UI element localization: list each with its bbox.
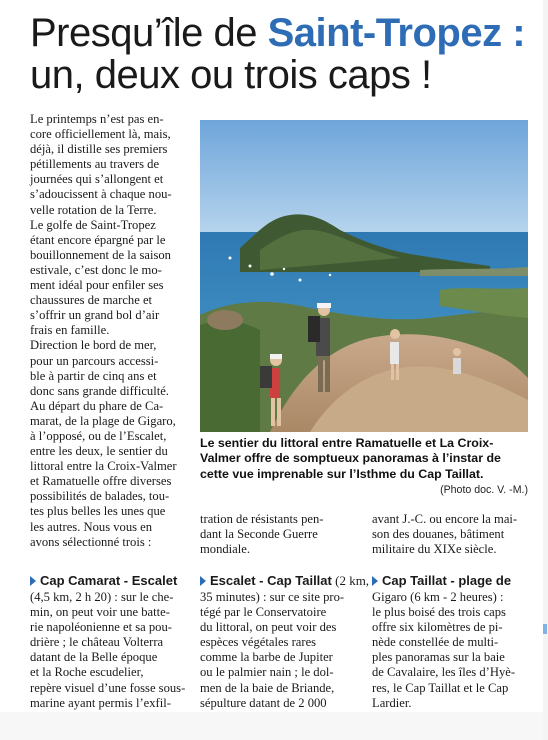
text-line: son des douanes, bâtiment: [372, 527, 505, 542]
text-line: min, on peut voir une batte-: [30, 605, 170, 620]
section-title: Escalet - Cap Taillat: [210, 573, 332, 588]
text-line: velle rotation de la Terre.: [30, 202, 157, 217]
text-line: rie napoléonienne et sa pou-: [30, 620, 172, 635]
headline-line-2: un, deux ou trois caps !: [30, 53, 432, 97]
photo-caption: Le sentier du littoral entre Ramatuelle et La Croix-Valmer offre de somptueux panoramas à l’instar de cette vue imprenable sur l’Isthme du Cap Taillat.: [200, 436, 501, 481]
intro-column: [30, 112, 188, 550]
headline-line-1: [30, 12, 540, 54]
text-line: s’adoucissent à chaque nou-: [30, 187, 172, 202]
text-line: tration de résistants pen-: [200, 512, 324, 526]
section-heading-camarat: [30, 573, 177, 588]
headline: [30, 12, 540, 96]
text-line: comme la barbe de Jupiter: [200, 650, 333, 665]
text-line: dant la Seconde Guerre: [200, 527, 318, 542]
text-line: offre six kilomètres de pi-: [372, 620, 503, 635]
text-line: res, le Cap Taillat et le Cap: [372, 680, 509, 695]
text-line: avons sélectionné trois :: [30, 534, 152, 549]
text-line: journées qui s’allongent et: [30, 172, 164, 187]
text-line: ble à partir de cinq ans et: [30, 368, 157, 383]
text-line: tégé par le Conservatoire: [200, 605, 327, 620]
section-body-camarat: [30, 590, 190, 711]
text-line: Direction le bord de mer,: [30, 338, 157, 353]
text-line: sépulture datant de 2 000: [200, 695, 327, 710]
text-line: Le golfe de Saint-Tropez: [30, 217, 156, 232]
text-line: datant de la Belle époque: [30, 650, 158, 665]
text-line: et Ramatuelle offre diverses: [30, 474, 172, 489]
text-line: ples panoramas sur la baie: [372, 650, 505, 665]
text-line: étant encore épargné par le: [30, 232, 166, 247]
text-line: pétillements au travers de: [30, 157, 160, 172]
mid-continuation: [200, 512, 362, 557]
text-line: à l’opposé, ou de l’Escalet,: [30, 428, 167, 443]
right-continuation: [372, 512, 534, 557]
section-distance: (2 km,: [331, 573, 370, 588]
text-line: men de la baie de Briande,: [200, 680, 335, 695]
text-line: Gigaro (6 km - 2 heures) :: [372, 590, 504, 604]
text-line: marine ayant permis l’exfil-: [30, 695, 171, 710]
text-line: du littoral, on peut voir des: [200, 620, 337, 635]
photo-credit: (Photo doc. V. -M.): [440, 484, 528, 496]
text-line: ou le palmier nain ; le dol-: [200, 665, 334, 680]
text-line: déjà, il distille ses premiers: [30, 142, 168, 157]
text-line: entre les deux, le sentier du: [30, 444, 168, 459]
section-title: Cap Taillat - plage de: [382, 573, 512, 588]
text-line: de Cavalaire, les îles d’Hyè-: [372, 665, 516, 680]
text-line: frais en famille.: [30, 323, 110, 338]
text-line: Le printemps n’est pas en-: [30, 112, 164, 126]
section-heading-taillat: [372, 573, 511, 588]
text-line: estivale, c’est donc le mo-: [30, 262, 162, 277]
text-line: bouillonnement de la saison: [30, 247, 171, 262]
text-line: militaire du XIXe siècle.: [372, 542, 497, 557]
text-line: repère visuel d’une fosse sous-: [30, 680, 186, 695]
text-line: littoral entre la Croix-Valmer: [30, 459, 177, 474]
section-body-taillat: [372, 590, 532, 711]
edge-marker: [543, 624, 547, 634]
text-line: (4,5 km, 2 h 20) : sur le che-: [30, 590, 174, 604]
text-line: Au départ du phare de Ca-: [30, 398, 164, 413]
section-body-escalet: [200, 590, 360, 711]
text-line: s’offrir un grand bol d’air: [30, 308, 160, 323]
text-line: 35 minutes) : sur ce site pro-: [200, 590, 345, 604]
text-line: chaussures de marche et: [30, 293, 153, 308]
article-photo: [200, 120, 528, 432]
text-line: Lardier.: [372, 695, 412, 710]
bullet-icon: [372, 576, 378, 586]
hiker-far: [453, 348, 461, 374]
text-line: drière ; le château Volterra: [30, 635, 164, 650]
text-line: mondiale.: [200, 542, 251, 557]
text-line: possibilités de balades, tou-: [30, 489, 170, 504]
text-line: tes plus belles les unes que: [30, 504, 166, 519]
text-line: espèces végétales rares: [200, 635, 317, 650]
section-title: Cap Camarat - Escalet: [40, 573, 178, 588]
bullet-icon: [200, 576, 206, 586]
text-line: avant J.-C. ou encore la mai-: [372, 512, 518, 526]
headline-place: Saint-Tropez :: [267, 11, 526, 55]
section-heading-escalet: [200, 573, 369, 589]
page-bottom-margin: [0, 712, 548, 740]
text-line: marat, de la plage de Gigaro,: [30, 413, 176, 428]
text-line: les autres. Nous vous en: [30, 519, 153, 534]
bullet-icon: [30, 576, 36, 586]
text-line: pour un parcours accessi-: [30, 353, 159, 368]
text-line: et la Roche escudelier,: [30, 665, 144, 680]
text-line: core officiellement là, mais,: [30, 127, 171, 142]
text-line: ment idéal pour enfiler ses: [30, 278, 164, 293]
text-line: donc sans grande difficulté.: [30, 383, 169, 398]
headline-prefix: Presqu’île de: [30, 11, 268, 55]
coastal-path-photo: [200, 120, 528, 432]
text-line: le plus boisé des trois caps: [372, 605, 506, 620]
text-line: nède constellée de multi-: [372, 635, 499, 650]
